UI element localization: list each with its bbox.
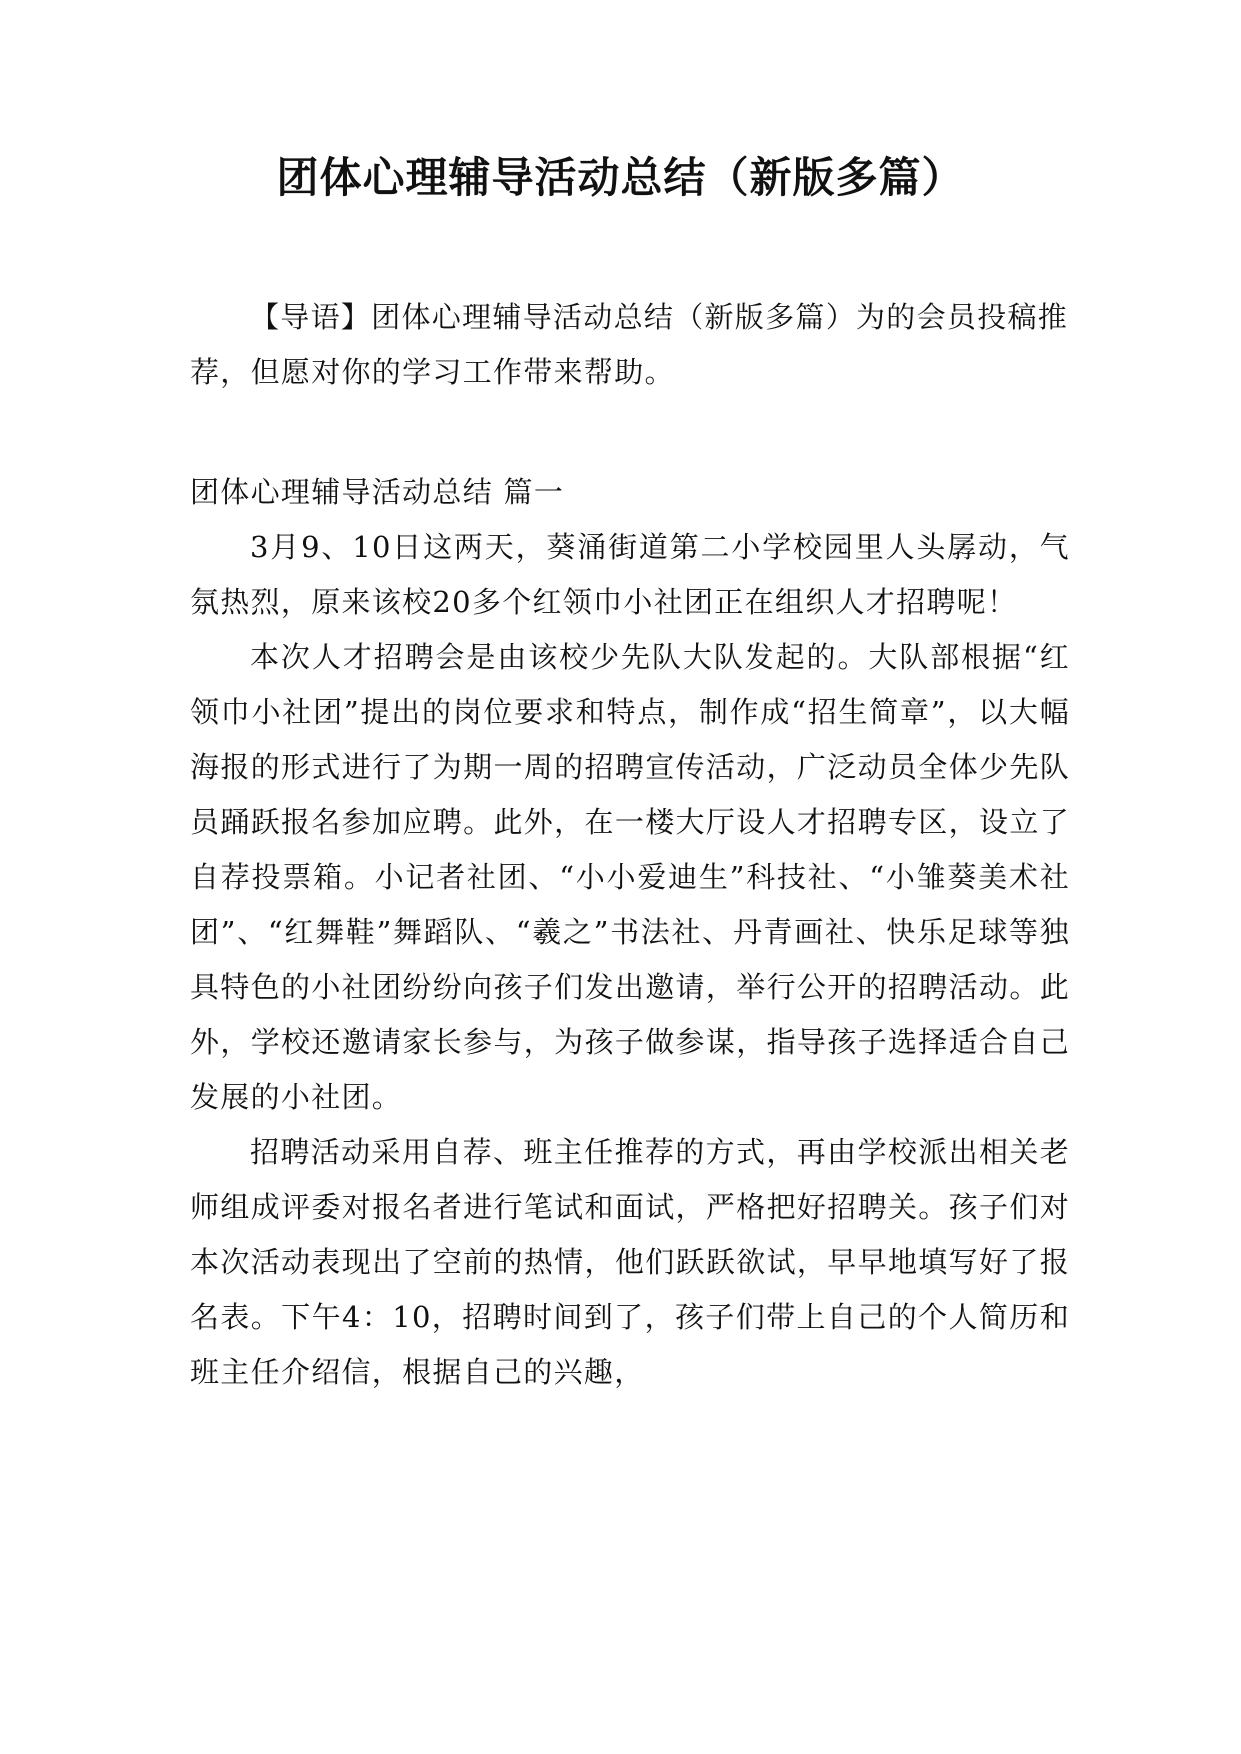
paragraph-3: 招聘活动采用自荐、班主任推荐的方式，再由学校派出相关老师组成评委对报名者进行笔试和面试，严格把好招聘关。孩子们对本次活动表现出了空前的热情，他们跃跃欲试，早早地填写好了报名表。下午4：10，招聘时间到了，孩子们带上自己的个人简历和班主任介绍信，根据自己的兴趣， — [190, 1135, 1070, 1389]
paragraph-2: 本次人才招聘会是由该校少先队大队发起的。大队部根据“红领巾小社团”提出的岗位要求和特点，制作成“招生简章”，以大幅海报的形式进行了为期一周的招聘宣传活动，广泛动员全体少先队员踊跃报名参加应聘。此外，在一楼大厅设人才招聘专区，设立了自荐投票箱。小记者社团、“小小爱迪生”科技社、“小雏葵美术社团”、“红舞鞋”舞蹈队、“羲之”书法社、丹青画社、快乐足球等独具特色的小社团纷纷向孩子们发出邀请，举行公开的招聘活动。此外，学校还邀请家长参与，为孩子做参谋，指导孩子选择适合自己发展的小社团。 — [190, 640, 1070, 1114]
body-paragraphs — [190, 520, 1070, 1400]
intro-paragraph: 【导语】团体心理辅导活动总结（新版多篇）为的会员投稿推荐，但愿对你的学习工作带来帮助。 — [190, 300, 1069, 389]
document-title: 团体心理辅导活动总结（新版多篇） — [276, 153, 965, 202]
section-heading: 团体心理辅导活动总结 篇一 — [190, 475, 565, 509]
paragraph-1: 3月9、10日这两天，葵涌街道第二小学校园里人头孱动，气氛热烈，原来该校20多个红领巾小社团正在组织人才招聘呢！ — [190, 530, 1070, 619]
